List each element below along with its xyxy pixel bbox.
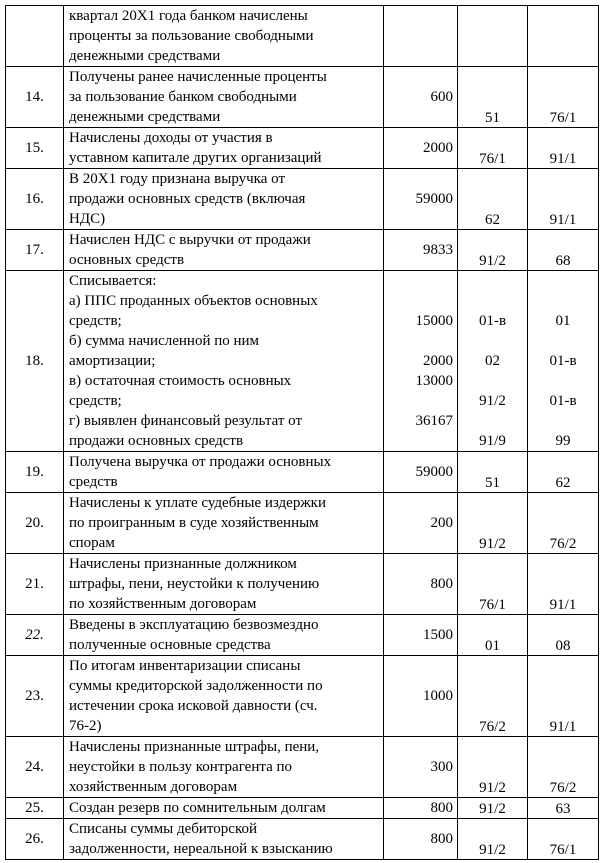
entry-number: 17. bbox=[6, 230, 64, 271]
debit-account: 91/2 bbox=[458, 230, 528, 271]
entry-description: Получена выручка от продажи основных средств bbox=[64, 452, 384, 493]
entry-number: 24. bbox=[6, 737, 64, 798]
debit-account: 91/2 bbox=[458, 493, 528, 554]
credit-account: 91/1 bbox=[528, 656, 599, 737]
table-row bbox=[6, 271, 599, 452]
entry-number bbox=[6, 6, 64, 67]
entry-amount: 59000 bbox=[384, 169, 458, 230]
entry-description: Начислены признанные штрафы, пени, неустойки в пользу контрагента по хозяйственным договорам bbox=[64, 737, 384, 798]
entry-description: Создан резерв по сомнительным долгам bbox=[64, 798, 384, 819]
entry-number: 16. bbox=[6, 169, 64, 230]
entry-number: 25. bbox=[6, 798, 64, 819]
entry-description: Начислены признанные должником штрафы, пени, неустойки к получению по хозяйственным договорам bbox=[64, 554, 384, 615]
table-row bbox=[6, 67, 599, 128]
entry-amount: 9833 bbox=[384, 230, 458, 271]
table-row bbox=[6, 452, 599, 493]
entry-number: 22. bbox=[6, 615, 64, 656]
entry-description: квартал 20Х1 года банком начислены проценты за пользование свободными денежными средствами bbox=[64, 6, 384, 67]
credit-account: 91/1 bbox=[528, 128, 599, 169]
credit-account: 76/1 bbox=[528, 819, 599, 860]
entry-description: В 20Х1 году признана выручка от продажи основных средств (включая НДС) bbox=[64, 169, 384, 230]
table-row bbox=[6, 819, 599, 860]
debit-account: 01-в 02 91/2 91/9 bbox=[458, 271, 528, 452]
entry-amount: 1500 bbox=[384, 615, 458, 656]
table-row bbox=[6, 493, 599, 554]
credit-account: 91/1 bbox=[528, 554, 599, 615]
entry-amount bbox=[384, 6, 458, 67]
entry-description: По итогам инвентаризации списаны суммы кредиторской задолженности по истечении срока исковой давности (сч. 76-2) bbox=[64, 656, 384, 737]
debit-account: 91/2 bbox=[458, 737, 528, 798]
entry-description: Списывается: а) ППС проданных объектов основных средств; б) сумма начисленной по ним амортизации; в) остаточная стоимость основных средств; г) выявлен финансовый результат от продажи основных средств bbox=[64, 271, 384, 452]
debit-account: 91/2 bbox=[458, 819, 528, 860]
entry-number: 15. bbox=[6, 128, 64, 169]
credit-account: 63 bbox=[528, 798, 599, 819]
entry-amount: 1000 bbox=[384, 656, 458, 737]
debit-account: 01 bbox=[458, 615, 528, 656]
entry-amount: 59000 bbox=[384, 452, 458, 493]
table-row bbox=[6, 6, 599, 67]
table-row bbox=[6, 737, 599, 798]
credit-account: 76/1 bbox=[528, 67, 599, 128]
entry-number: 19. bbox=[6, 452, 64, 493]
entry-description: Начислен НДС с выручки от продажи основных средств bbox=[64, 230, 384, 271]
credit-account: 08 bbox=[528, 615, 599, 656]
entry-number: 23. bbox=[6, 656, 64, 737]
credit-account: 76/2 bbox=[528, 737, 599, 798]
credit-account bbox=[528, 6, 599, 67]
table-row bbox=[6, 656, 599, 737]
credit-account: 01 01-в 01-в 99 bbox=[528, 271, 599, 452]
table-row bbox=[6, 798, 599, 819]
debit-account: 62 bbox=[458, 169, 528, 230]
entry-description: Получены ранее начисленные проценты за пользование банком свободными денежными средствами bbox=[64, 67, 384, 128]
debit-account: 76/1 bbox=[458, 554, 528, 615]
entry-description: Списаны суммы дебиторской задолженности, нереальной к взысканию bbox=[64, 819, 384, 860]
entry-amount: 15000 2000 13000 36167 bbox=[384, 271, 458, 452]
entry-amount: 200 bbox=[384, 493, 458, 554]
entry-amount: 600 bbox=[384, 67, 458, 128]
entry-number: 18. bbox=[6, 271, 64, 452]
entry-number: 14. bbox=[6, 67, 64, 128]
entry-description: Начислены к уплате судебные издержки по проигранным в суде хозяйственным спорам bbox=[64, 493, 384, 554]
entry-number: 21. bbox=[6, 554, 64, 615]
debit-account: 76/1 bbox=[458, 128, 528, 169]
debit-account: 91/2 bbox=[458, 798, 528, 819]
entry-description: Начислены доходы от участия в уставном капитале других организаций bbox=[64, 128, 384, 169]
table-row bbox=[6, 554, 599, 615]
debit-account: 76/2 bbox=[458, 656, 528, 737]
entry-amount: 800 bbox=[384, 554, 458, 615]
table-row bbox=[6, 615, 599, 656]
entry-description: Введены в эксплуатацию безвозмездно полученные основные средства bbox=[64, 615, 384, 656]
debit-account bbox=[458, 6, 528, 67]
credit-account: 76/2 bbox=[528, 493, 599, 554]
entry-number: 26. bbox=[6, 819, 64, 860]
entry-amount: 2000 bbox=[384, 128, 458, 169]
credit-account: 68 bbox=[528, 230, 599, 271]
table-row bbox=[6, 230, 599, 271]
credit-account: 62 bbox=[528, 452, 599, 493]
credit-account: 91/1 bbox=[528, 169, 599, 230]
table-row bbox=[6, 128, 599, 169]
debit-account: 51 bbox=[458, 452, 528, 493]
journal-entries-table bbox=[5, 5, 599, 860]
entry-amount: 300 bbox=[384, 737, 458, 798]
table-row bbox=[6, 169, 599, 230]
entry-number: 20. bbox=[6, 493, 64, 554]
debit-account: 51 bbox=[458, 67, 528, 128]
entry-amount: 800 bbox=[384, 819, 458, 860]
entry-amount: 800 bbox=[384, 798, 458, 819]
